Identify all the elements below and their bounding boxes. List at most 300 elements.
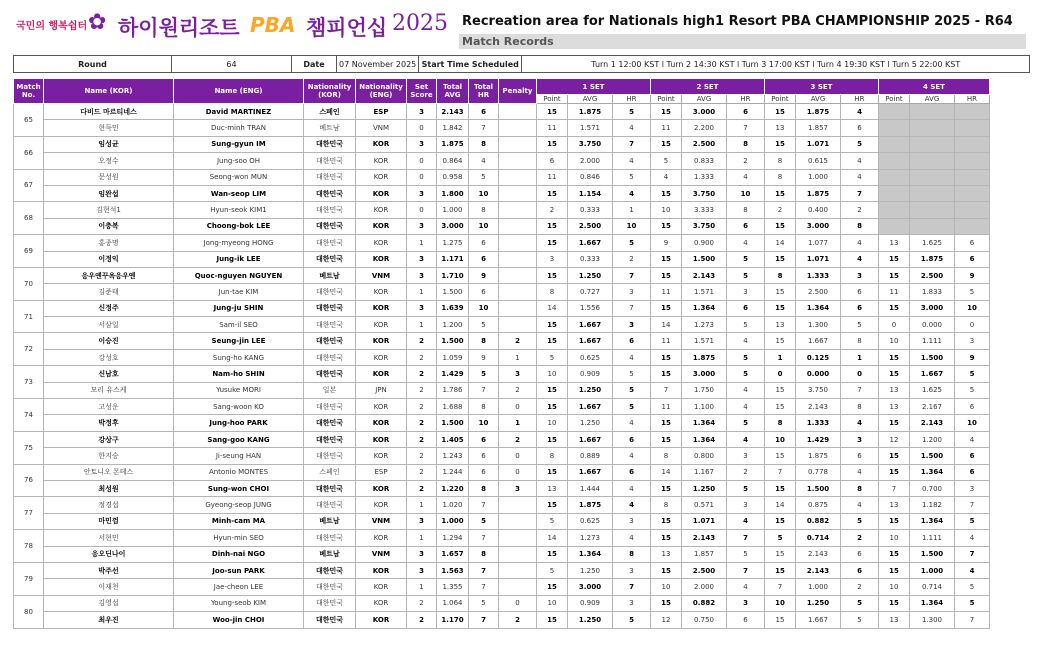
set-4-hr: 7	[955, 612, 990, 628]
player-nationality-eng: KOR	[356, 251, 407, 267]
set-1-avg: 0.333	[568, 251, 613, 267]
player-total-avg: 0.864	[437, 153, 469, 169]
set-3-point: 15	[765, 399, 796, 415]
col-set-2-point: Point	[651, 95, 682, 104]
set-2-point: 15	[651, 349, 682, 365]
set-1-avg: 1.250	[568, 267, 613, 283]
col-name-eng: Name (ENG)	[174, 79, 304, 104]
player-name-kor: 박정후	[44, 415, 174, 431]
player-penalty: 3	[499, 366, 537, 382]
player-set-score: 2	[407, 448, 437, 464]
set-2-hr: 4	[727, 431, 765, 447]
set-3-point: 15	[765, 612, 796, 628]
set-4-hr: 10	[955, 300, 990, 316]
set-4-avg	[910, 136, 955, 152]
set-3-avg: 0.875	[796, 497, 841, 513]
set-4-avg	[910, 120, 955, 136]
player-total-hr: 8	[469, 480, 499, 496]
set-1-hr: 3	[613, 513, 651, 529]
player-set-score: 2	[407, 415, 437, 431]
player-nationality-kor: 대한민국	[304, 235, 356, 251]
player-total-hr: 8	[469, 136, 499, 152]
player-penalty	[499, 202, 537, 218]
set-3-point: 15	[765, 448, 796, 464]
set-2-avg: 1.750	[682, 382, 727, 398]
match-number: 69	[14, 235, 44, 268]
set-2-avg: 2.143	[682, 530, 727, 546]
player-total-hr: 5	[469, 595, 499, 611]
set-4-hr: 6	[955, 399, 990, 415]
set-2-avg: 1.857	[682, 546, 727, 562]
player-penalty	[499, 284, 537, 300]
player-nationality-eng: ESP	[356, 464, 407, 480]
player-penalty	[499, 120, 537, 136]
player-nationality-kor: 스페인	[304, 464, 356, 480]
player-name-kor: 김현석1	[44, 202, 174, 218]
set-3-avg: 0.778	[796, 464, 841, 480]
set-3-hr: 4	[841, 251, 879, 267]
set-3-hr: 8	[841, 480, 879, 496]
set-4-point: 11	[879, 284, 910, 300]
set-2-point: 11	[651, 333, 682, 349]
set-3-hr: 6	[841, 120, 879, 136]
set-1-point: 15	[537, 612, 568, 628]
player-set-score: 1	[407, 579, 437, 595]
player-name-kor: 임완섭	[44, 185, 174, 201]
player-nationality-kor: 대한민국	[304, 300, 356, 316]
set-4-avg: 1.500	[910, 349, 955, 365]
player-nationality-eng: VNM	[356, 546, 407, 562]
set-3-point: 10	[765, 431, 796, 447]
logo-brand: 하이원리조트	[118, 16, 240, 40]
set-2-point: 15	[651, 480, 682, 496]
set-2-avg: 0.750	[682, 612, 727, 628]
player-nationality-kor: 대한민국	[304, 448, 356, 464]
set-1-avg: 1.667	[568, 333, 613, 349]
player-name-eng: Seung-jin LEE	[174, 333, 304, 349]
table-row	[14, 251, 990, 267]
set-3-avg: 1.364	[796, 300, 841, 316]
player-name-eng: Wan-seop LIM	[174, 185, 304, 201]
col-set-4-hr: HR	[955, 95, 990, 104]
player-total-avg: 1.170	[437, 612, 469, 628]
col-name-kor: Name (KOR)	[44, 79, 174, 104]
table-row	[14, 235, 990, 251]
set-4-point: 15	[879, 464, 910, 480]
player-name-eng: Sung-gyun IM	[174, 136, 304, 152]
set-1-point: 15	[537, 464, 568, 480]
set-4-point	[879, 104, 910, 120]
player-name-kor: 정경섭	[44, 497, 174, 513]
table-row	[14, 349, 990, 365]
set-1-avg: 1.250	[568, 382, 613, 398]
player-nationality-kor: 대한민국	[304, 218, 356, 234]
player-total-avg: 1.171	[437, 251, 469, 267]
set-2-avg: 3.333	[682, 202, 727, 218]
set-2-hr: 7	[727, 530, 765, 546]
set-1-avg: 1.667	[568, 464, 613, 480]
set-1-hr: 7	[613, 579, 651, 595]
player-nationality-eng: KOR	[356, 579, 407, 595]
set-3-avg: 3.000	[796, 218, 841, 234]
set-4-hr: 6	[955, 235, 990, 251]
set-1-avg: 0.909	[568, 595, 613, 611]
player-total-avg: 0.958	[437, 169, 469, 185]
col-set-3-avg: AVG	[796, 95, 841, 104]
player-total-hr: 5	[469, 169, 499, 185]
table-row	[14, 300, 990, 316]
player-total-hr: 5	[469, 366, 499, 382]
set-1-hr: 3	[613, 317, 651, 333]
set-2-avg: 1.100	[682, 399, 727, 415]
player-penalty	[499, 562, 537, 578]
set-4-point: 13	[879, 399, 910, 415]
player-total-avg: 1.875	[437, 136, 469, 152]
match-number: 75	[14, 431, 44, 464]
player-nationality-kor: 베트남	[304, 120, 356, 136]
championship-logo: 챔피언십	[306, 16, 388, 40]
set-3-avg: 1.667	[796, 333, 841, 349]
set-2-point: 11	[651, 120, 682, 136]
match-number: 67	[14, 169, 44, 202]
player-nationality-eng: KOR	[356, 612, 407, 628]
set-1-point: 5	[537, 562, 568, 578]
round-info-table	[13, 55, 1030, 73]
set-3-hr: 4	[841, 415, 879, 431]
set-4-avg: 1.364	[910, 464, 955, 480]
player-penalty	[499, 185, 537, 201]
set-4-avg: 2.167	[910, 399, 955, 415]
player-total-hr: 6	[469, 235, 499, 251]
set-4-point	[879, 136, 910, 152]
set-1-point: 14	[537, 300, 568, 316]
set-1-point: 13	[537, 480, 568, 496]
player-total-avg: 1.200	[437, 317, 469, 333]
player-penalty: 2	[499, 333, 537, 349]
table-row	[14, 317, 990, 333]
set-1-hr: 4	[613, 480, 651, 496]
table-row	[14, 399, 990, 415]
set-4-point: 15	[879, 349, 910, 365]
match-number: 70	[14, 267, 44, 300]
set-2-avg: 0.900	[682, 235, 727, 251]
set-3-avg: 1.077	[796, 235, 841, 251]
player-nationality-eng: KOR	[356, 448, 407, 464]
player-nationality-eng: KOR	[356, 595, 407, 611]
set-3-point: 7	[765, 464, 796, 480]
set-3-point: 15	[765, 104, 796, 120]
player-total-hr: 7	[469, 120, 499, 136]
set-3-point: 15	[765, 251, 796, 267]
player-total-avg: 3.000	[437, 218, 469, 234]
player-set-score: 0	[407, 169, 437, 185]
set-3-avg: 1.875	[796, 448, 841, 464]
set-1-avg: 1.667	[568, 317, 613, 333]
player-nationality-eng: KOR	[356, 317, 407, 333]
set-2-hr: 7	[727, 562, 765, 578]
player-set-score: 3	[407, 513, 437, 529]
player-set-score: 3	[407, 546, 437, 562]
set-4-hr: 5	[955, 382, 990, 398]
pba-logo: PBA	[250, 13, 296, 37]
set-2-point: 7	[651, 382, 682, 398]
set-2-hr: 6	[727, 218, 765, 234]
col-set-2: 2 SET	[651, 79, 765, 95]
player-total-hr: 8	[469, 202, 499, 218]
round-value: 64	[172, 56, 292, 73]
set-2-point: 15	[651, 136, 682, 152]
player-nationality-eng: KOR	[356, 431, 407, 447]
set-1-avg: 0.846	[568, 169, 613, 185]
table-row	[14, 169, 990, 185]
player-nationality-eng: KOR	[356, 235, 407, 251]
player-total-hr: 6	[469, 284, 499, 300]
col-set-3-point: Point	[765, 95, 796, 104]
set-2-point: 10	[651, 202, 682, 218]
set-4-avg: 1.875	[910, 251, 955, 267]
set-3-hr: 5	[841, 595, 879, 611]
player-name-eng: Seong-won MUN	[174, 169, 304, 185]
set-4-avg: 1.833	[910, 284, 955, 300]
col-set-1-point: Point	[537, 95, 568, 104]
set-2-hr: 5	[727, 480, 765, 496]
set-4-point: 15	[879, 267, 910, 283]
player-name-eng: Sam-il SEO	[174, 317, 304, 333]
set-3-avg: 1.875	[796, 104, 841, 120]
table-row	[14, 612, 990, 628]
player-total-avg: 1.786	[437, 382, 469, 398]
set-4-avg: 1.000	[910, 562, 955, 578]
player-nationality-kor: 베트남	[304, 267, 356, 283]
set-1-point: 15	[537, 185, 568, 201]
set-4-point	[879, 218, 910, 234]
set-3-avg: 1.333	[796, 415, 841, 431]
player-set-score: 3	[407, 136, 437, 152]
match-number: 72	[14, 333, 44, 366]
match-number: 73	[14, 366, 44, 399]
set-1-point: 10	[537, 595, 568, 611]
player-name-eng: Minh-cam MA	[174, 513, 304, 529]
set-2-point: 15	[651, 415, 682, 431]
col-penalty: Penalty	[499, 79, 537, 104]
set-4-hr: 6	[955, 464, 990, 480]
player-total-hr: 8	[469, 546, 499, 562]
player-total-avg: 1.020	[437, 497, 469, 513]
col-nationality-kor: Nationality (KOR)	[304, 79, 356, 104]
set-2-point: 4	[651, 169, 682, 185]
player-name-kor: 김영섭	[44, 595, 174, 611]
page-header	[0, 0, 1042, 52]
set-3-avg: 1.000	[796, 579, 841, 595]
set-1-point: 11	[537, 169, 568, 185]
set-1-point: 15	[537, 235, 568, 251]
set-4-hr: 9	[955, 349, 990, 365]
set-4-point	[879, 185, 910, 201]
player-nationality-kor: 대한민국	[304, 202, 356, 218]
player-penalty	[499, 546, 537, 562]
player-penalty: 2	[499, 431, 537, 447]
set-3-avg: 1.071	[796, 136, 841, 152]
player-nationality-eng: VNM	[356, 120, 407, 136]
set-1-hr: 3	[613, 562, 651, 578]
set-1-hr: 10	[613, 218, 651, 234]
player-name-kor: 김준태	[44, 284, 174, 300]
player-name-kor: 이정익	[44, 251, 174, 267]
table-row	[14, 104, 990, 120]
set-4-point: 15	[879, 448, 910, 464]
set-2-point: 15	[651, 185, 682, 201]
set-3-point: 15	[765, 562, 796, 578]
player-name-kor: 문성원	[44, 169, 174, 185]
set-4-point: 13	[879, 382, 910, 398]
player-total-hr: 9	[469, 349, 499, 365]
set-2-avg: 2.143	[682, 267, 727, 283]
set-2-avg: 2.000	[682, 579, 727, 595]
player-total-hr: 7	[469, 579, 499, 595]
player-nationality-kor: 대한민국	[304, 595, 356, 611]
set-2-hr: 5	[727, 349, 765, 365]
set-3-point: 15	[765, 480, 796, 496]
set-4-point: 10	[879, 579, 910, 595]
set-3-point: 8	[765, 169, 796, 185]
set-4-avg: 2.500	[910, 267, 955, 283]
set-2-hr: 5	[727, 267, 765, 283]
set-1-hr: 3	[613, 284, 651, 300]
player-name-kor: 이승진	[44, 333, 174, 349]
player-total-avg: 1.500	[437, 284, 469, 300]
set-3-hr: 7	[841, 382, 879, 398]
set-4-avg: 1.111	[910, 333, 955, 349]
set-1-hr: 4	[613, 185, 651, 201]
player-penalty	[499, 497, 537, 513]
set-3-point: 15	[765, 300, 796, 316]
set-4-hr: 4	[955, 431, 990, 447]
set-2-avg: 2.500	[682, 562, 727, 578]
player-set-score: 1	[407, 284, 437, 300]
player-total-hr: 6	[469, 251, 499, 267]
col-set-1-avg: AVG	[568, 95, 613, 104]
set-1-point: 15	[537, 267, 568, 283]
set-1-avg: 1.556	[568, 300, 613, 316]
set-2-hr: 4	[727, 235, 765, 251]
set-3-hr: 6	[841, 300, 879, 316]
set-3-point: 1	[765, 349, 796, 365]
set-3-hr: 2	[841, 202, 879, 218]
match-records-table	[13, 78, 990, 629]
player-set-score: 0	[407, 153, 437, 169]
set-1-avg: 1.273	[568, 530, 613, 546]
set-3-avg: 0.125	[796, 349, 841, 365]
set-1-avg: 1.571	[568, 120, 613, 136]
set-4-point: 12	[879, 431, 910, 447]
set-1-avg: 1.667	[568, 235, 613, 251]
set-2-hr: 4	[727, 382, 765, 398]
player-name-kor: 서삼일	[44, 317, 174, 333]
set-3-hr: 4	[841, 464, 879, 480]
player-set-score: 2	[407, 431, 437, 447]
set-4-hr: 7	[955, 546, 990, 562]
set-2-avg: 1.364	[682, 415, 727, 431]
set-4-point: 10	[879, 333, 910, 349]
set-2-hr: 6	[727, 612, 765, 628]
set-1-hr: 7	[613, 267, 651, 283]
player-name-kor: 모리 유스케	[44, 382, 174, 398]
set-1-avg: 0.727	[568, 284, 613, 300]
player-name-eng: Jung-hoo PARK	[174, 415, 304, 431]
set-3-hr: 4	[841, 169, 879, 185]
set-1-point: 15	[537, 497, 568, 513]
set-2-hr: 3	[727, 448, 765, 464]
set-2-point: 5	[651, 153, 682, 169]
set-1-avg: 0.333	[568, 202, 613, 218]
player-name-eng: Quoc-nguyen NGUYEN	[174, 267, 304, 283]
player-name-eng: Sung-ho KANG	[174, 349, 304, 365]
player-name-kor: 신정주	[44, 300, 174, 316]
set-1-point: 14	[537, 530, 568, 546]
set-4-point	[879, 169, 910, 185]
player-total-hr: 10	[469, 415, 499, 431]
player-penalty: 2	[499, 612, 537, 628]
set-4-hr	[955, 202, 990, 218]
set-3-avg: 1.500	[796, 480, 841, 496]
set-4-hr: 5	[955, 284, 990, 300]
set-2-avg: 1.571	[682, 333, 727, 349]
match-number: 71	[14, 300, 44, 333]
set-1-point: 15	[537, 333, 568, 349]
table-row	[14, 202, 990, 218]
player-penalty	[499, 513, 537, 529]
player-total-hr: 7	[469, 562, 499, 578]
player-name-kor: 강상구	[44, 431, 174, 447]
player-set-score: 2	[407, 612, 437, 628]
set-1-hr: 2	[613, 251, 651, 267]
player-name-eng: Jong-myeong HONG	[174, 235, 304, 251]
table-row	[14, 497, 990, 513]
player-total-avg: 1.059	[437, 349, 469, 365]
set-4-hr: 9	[955, 267, 990, 283]
table-row	[14, 513, 990, 529]
set-2-hr: 5	[727, 546, 765, 562]
player-set-score: 3	[407, 562, 437, 578]
set-2-hr: 5	[727, 415, 765, 431]
player-name-kor: 서현민	[44, 530, 174, 546]
set-4-avg: 3.000	[910, 300, 955, 316]
player-nationality-eng: KOR	[356, 218, 407, 234]
set-1-hr: 4	[613, 349, 651, 365]
set-3-hr: 6	[841, 546, 879, 562]
player-set-score: 0	[407, 120, 437, 136]
player-name-kor: 응오딘나이	[44, 546, 174, 562]
player-nationality-kor: 대한민국	[304, 317, 356, 333]
set-1-hr: 5	[613, 104, 651, 120]
set-4-point: 15	[879, 546, 910, 562]
player-name-eng: Jun-tae KIM	[174, 284, 304, 300]
set-2-avg: 1.333	[682, 169, 727, 185]
set-2-hr: 10	[727, 185, 765, 201]
set-1-hr: 7	[613, 300, 651, 316]
player-name-kor: 홍종명	[44, 235, 174, 251]
set-4-hr: 4	[955, 562, 990, 578]
player-penalty: 1	[499, 415, 537, 431]
col-set-2-hr: HR	[727, 95, 765, 104]
set-2-point: 14	[651, 464, 682, 480]
set-3-avg: 3.750	[796, 382, 841, 398]
player-name-kor: 안토니오 몬테스	[44, 464, 174, 480]
set-3-point: 0	[765, 366, 796, 382]
player-nationality-eng: KOR	[356, 530, 407, 546]
player-nationality-kor: 대한민국	[304, 530, 356, 546]
set-4-avg: 0.700	[910, 480, 955, 496]
